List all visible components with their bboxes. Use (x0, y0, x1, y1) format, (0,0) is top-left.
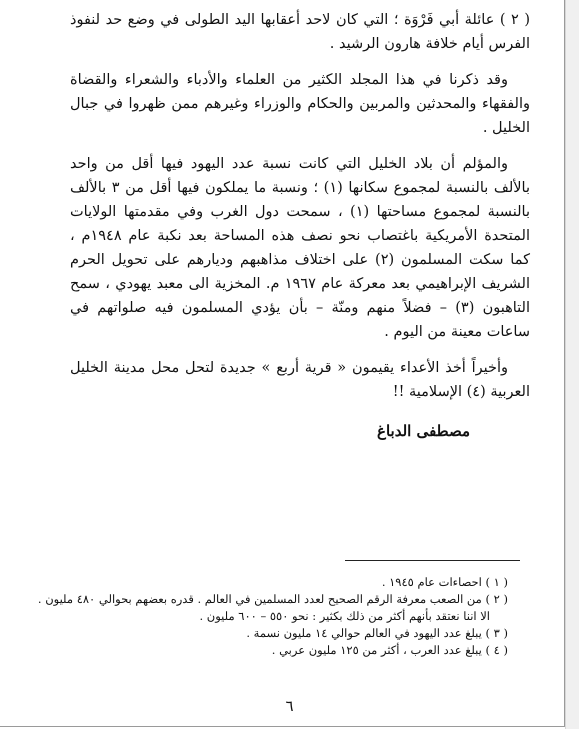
page-number: ٦ (285, 697, 294, 715)
paragraph-3: والمؤلم أن بلاد الخليل التي كانت نسبة عدد اليهود فيها أقل من واحد بالألف بالنسبة لمجموع سكانها (١) ؛ ونسبة ما يملكون فيها أقل من ٣ بالألف بالنسبة لمجموع مساحتها (١) ، سمحت دول الغرب وفي مقدمتها الولايات المتحدة الأمريكية باغتصاب نحو نصف هذه المساحة بعد نكبة عام ١٩٤٨م ، كما سكت المسلمون (٢) على اختلاف مذاهبهم وديارهم على تحويل الحرم الشريف الإبراهيمي بعد معركة عام ١٩٦٧ م. المخزية الى معبد يهودي ، سمح التاهبون (٣) – فضلاً منهم ومنّة – بأن يؤدي المسلمون فيه صلواتهم في ساعات معينة من اليوم . (70, 156, 531, 340)
author-signature: مصطفى الدباغ (377, 422, 470, 440)
paragraph-2: وقد ذكرنا في هذا المجلد الكثير من العلماء والأدباء والشعراء والقضاة والفقهاء والمحدثين والمربين والحكام والوزراء وغيرهم ممن ظهروا في جبال الخليل . (70, 72, 530, 136)
book-page-body (70, 8, 530, 440)
paragraph-4: وأخيراً أخذ الأعداء يقيمون « قرية أربع » جديدة لتحل محل مدينة الخليل العربية (٤) الإسلامية !! (70, 360, 530, 400)
footnote-1: ( ١ ) احصاءات عام ١٩٤٥ . (381, 575, 508, 589)
footnote-3: ( ٣ ) يبلغ عدد اليهود في العالم حوالي ١٤ مليون نسمة . (246, 626, 508, 640)
vertical-scrollbar[interactable] (565, 0, 579, 729)
footnote-2: ( ٢ ) من الصعب معرفة الرقم الصحيح لعدد المسلمين في العالم . قدره بعضهم بحوالي ٤٨٠ مليون . (37, 592, 508, 606)
footnote-2-continued: الا اننا نعتقد بأنهم أكثر من ذلك بكثير : نحو ٥٥٠ – ٦٠٠ مليون . (199, 609, 490, 623)
footnotes (37, 574, 508, 659)
footnote-divider (345, 560, 520, 561)
footnote-4: ( ٤ ) يبلغ عدد العرب ، أكثر من ١٢٥ مليون عربي . (271, 643, 508, 657)
paragraph-1: ( ٢ ) عائلة أبي فَرْوَة ؛ التي كان لاحد أعقابها اليد الطولى في وضع حد لنفوذ الفرس أيام خلافة هارون الرشيد . (70, 12, 530, 52)
